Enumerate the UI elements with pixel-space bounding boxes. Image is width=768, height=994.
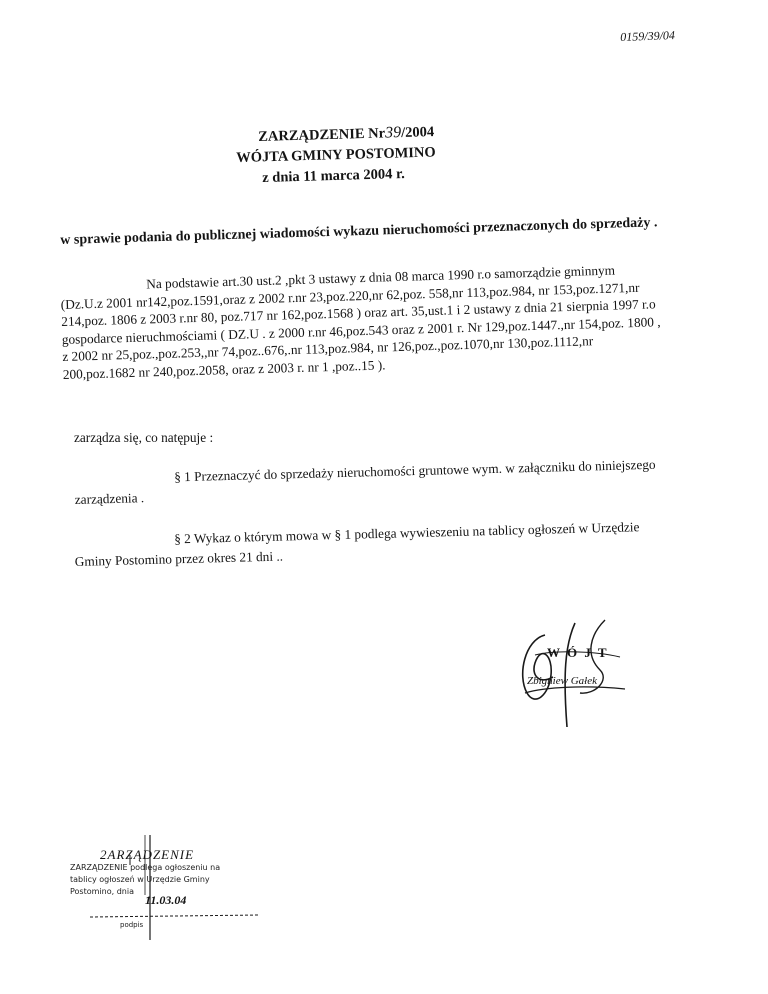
stamp-line-3: Postomino, dnia xyxy=(70,887,134,896)
signatory-name: Zbigniew Gałek xyxy=(527,675,597,687)
decree-date: z dnia 11 marca 2004 r. xyxy=(262,166,405,186)
signature-block xyxy=(505,615,655,730)
legal-basis xyxy=(60,260,663,383)
stamp-line-1: ZARZĄDZENIE podlega ogłoszeniu na xyxy=(70,863,221,872)
handwritten-reference-number: 0159/39/04 xyxy=(620,28,676,44)
decree-title-suffix: /2004 xyxy=(400,124,435,142)
paragraph-1-text: § 1 Przeznaczyć do sprzedaży nieruchomości gruntowe wym. w załączniku do niniejszego zarządzenia . xyxy=(74,456,656,507)
stamp-handwritten-title: 2ARZĄDZENIE xyxy=(100,847,195,862)
decree-intro: zarządza się, co natępuje : xyxy=(74,430,214,445)
paragraph-2-text: § 2 Wykaz o którym mowa w § 1 podlega wywieszeniu na tablicy ogłoszeń w Urzędzie Gminy Postomino przez okres 21 dni .. xyxy=(74,519,640,569)
handwritten-signature-icon xyxy=(505,615,655,730)
decree-subject: w sprawie podania do publicznej wiadomości wykazu nieruchomości przeznaczonych do sprzedaży . xyxy=(60,215,658,248)
decree-title xyxy=(258,123,434,146)
stamp-line-2: tablicy ogłoszeń w Urzędzie Gminy xyxy=(70,875,210,884)
decree-title-prefix: ZARZĄDZENIE Nr xyxy=(258,125,386,145)
legal-basis-text: Na podstawie art.30 ust.2 ,pkt 3 ustawy z dnia 08 marca 1990 r.o samorządzie gminnym (Dz.U.z 2001 nr142,poz.1591,oraz z 2002 r.nr 23,poz.220,nr 62,poz. 558,nr 113,poz.984, nr 153,poz.1271,nr 214,poz. 1806 z 2003 r.nr 80, poz.717 nr 162,poz.1568 ) oraz art. 35,ust.1 i 2 ustawy z dnia 21 sierpnia 1997 r.o gospodarce nieruchmościami ( DZ.U . z 2000 r.nr 46,poz.543 oraz z 2001 r. Nr 129,poz.1447.,nr 154,poz. 1800 , z 2002 nr 25,poz.,poz.253,,nr 74,poz..676,.nr 113,poz.984, nr 126,poz.,poz.1070,nr 130,poz.1112,nr 200,poz.1682 nr 240,poz.2058, oraz z 2003 r. nr 1 ,poz..15 ). xyxy=(60,262,661,382)
decree-authority: WÓJTA GMINY POSTOMINO xyxy=(236,144,436,166)
paragraph-2 xyxy=(74,516,675,572)
stamp-handwritten-date: 11.03.04 xyxy=(145,893,187,907)
stamp-line-4: podpis xyxy=(120,921,144,929)
publication-stamp xyxy=(70,835,270,940)
paragraph-1 xyxy=(74,454,675,510)
signature-stamp-title: W Ó J T xyxy=(547,645,609,660)
decree-number-handwritten: 39 xyxy=(384,124,402,142)
